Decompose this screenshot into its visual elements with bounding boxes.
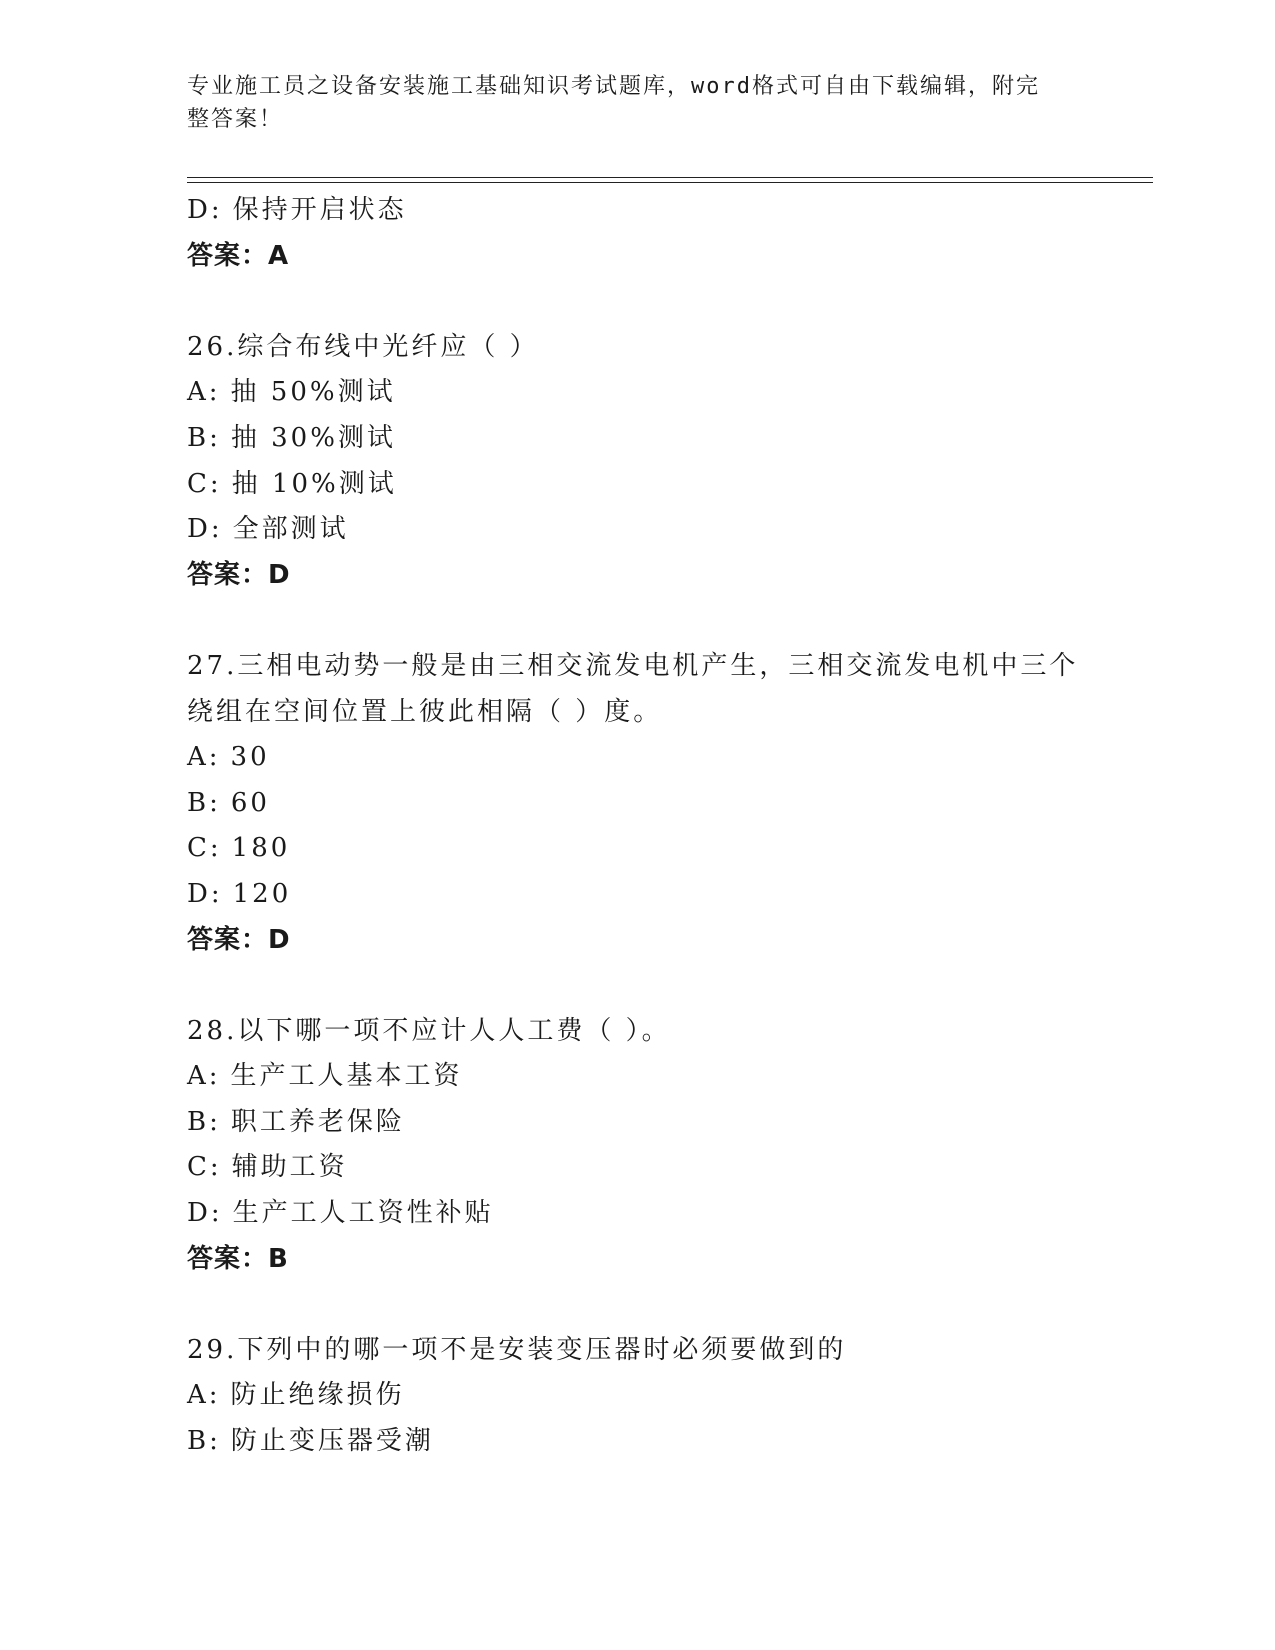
- question-28-option-d: [187, 1191, 1147, 1237]
- question-26-option-c: [187, 462, 1147, 508]
- question-29-option-a: [187, 1373, 1147, 1419]
- option-key: B:: [187, 1426, 221, 1457]
- header-rule-top: [187, 177, 1153, 178]
- question-26-option-a: [187, 370, 1147, 416]
- option-text: 抽 10%测试: [231, 468, 397, 499]
- option-key: C:: [187, 833, 222, 864]
- option-key: D:: [187, 195, 223, 225]
- option-key: B:: [187, 1106, 221, 1137]
- question-26-option-b: [187, 416, 1147, 462]
- option-key: A:: [187, 1380, 221, 1411]
- option-text: 生产工人基本工资: [230, 1061, 463, 1092]
- header-line-1: 专业施工员之设备安装施工基础知识考试题库，word格式可自由下载编辑，附完: [187, 74, 1040, 99]
- option-key: D:: [187, 514, 223, 545]
- prev-option-d: [187, 188, 1147, 234]
- option-key: A:: [187, 377, 221, 408]
- question-27-option-c: [187, 826, 1147, 872]
- option-text: 生产工人工资性补贴: [232, 1198, 494, 1229]
- question-27-option-d: [187, 872, 1147, 918]
- question-27-answer: 答案：D: [187, 924, 291, 955]
- spacer: [187, 1282, 1147, 1328]
- question-list: [187, 188, 1147, 1465]
- question-26-answer: 答案：D: [187, 559, 291, 590]
- option-key: B:: [187, 787, 221, 818]
- question-27-option-a: [187, 735, 1147, 781]
- spacer: [187, 963, 1147, 1009]
- option-text: 保持开启状态: [232, 195, 407, 225]
- option-text: 120: [232, 878, 292, 909]
- option-text: 60: [230, 787, 270, 818]
- question-27-stem-line-2: 绕组在空间位置上彼此相隔（ ）度。: [187, 696, 663, 727]
- prev-answer: 答案：A: [187, 240, 290, 271]
- question-27-option-b: [187, 781, 1147, 827]
- option-key: D:: [187, 878, 223, 909]
- option-text: 抽 30%测试: [230, 422, 396, 453]
- question-26-option-d: [187, 507, 1147, 553]
- spacer: [187, 598, 1147, 644]
- question-28-option-b: [187, 1100, 1147, 1146]
- option-text: 防止绝缘损伤: [230, 1380, 405, 1411]
- option-text: 30: [230, 742, 270, 773]
- option-text: 180: [231, 833, 291, 864]
- option-key: A:: [187, 742, 221, 773]
- option-key: C:: [187, 468, 222, 499]
- question-29-stem: 29.下列中的哪一项不是安装变压器时必须要做到的: [187, 1334, 847, 1365]
- question-29-option-b: [187, 1419, 1147, 1465]
- question-26-stem: 26.综合布线中光纤应（ ）: [187, 331, 539, 362]
- question-28-answer: 答案：B: [187, 1243, 289, 1274]
- spacer: [187, 279, 1147, 325]
- option-text: 防止变压器受潮: [230, 1426, 434, 1457]
- question-27-stem-line-1: 27.三相电动势一般是由三相交流发电机产生，三相交流发电机中三个: [187, 650, 1079, 681]
- header-rule-bottom: [187, 182, 1153, 183]
- question-28-option-a: [187, 1054, 1147, 1100]
- question-28-option-c: [187, 1145, 1147, 1191]
- option-text: 职工养老保险: [230, 1106, 405, 1137]
- option-text: 全部测试: [232, 514, 349, 545]
- document-header: [187, 70, 1067, 136]
- header-line-2: 整答案！: [187, 107, 284, 132]
- option-text: 抽 50%测试: [230, 377, 396, 408]
- question-28-stem: 28.以下哪一项不应计人人工费（ ）。: [187, 1015, 671, 1046]
- option-key: B:: [187, 422, 221, 453]
- option-text: 辅助工资: [231, 1152, 348, 1183]
- option-key: C:: [187, 1152, 222, 1183]
- option-key: D:: [187, 1198, 223, 1229]
- option-key: A:: [187, 1061, 221, 1092]
